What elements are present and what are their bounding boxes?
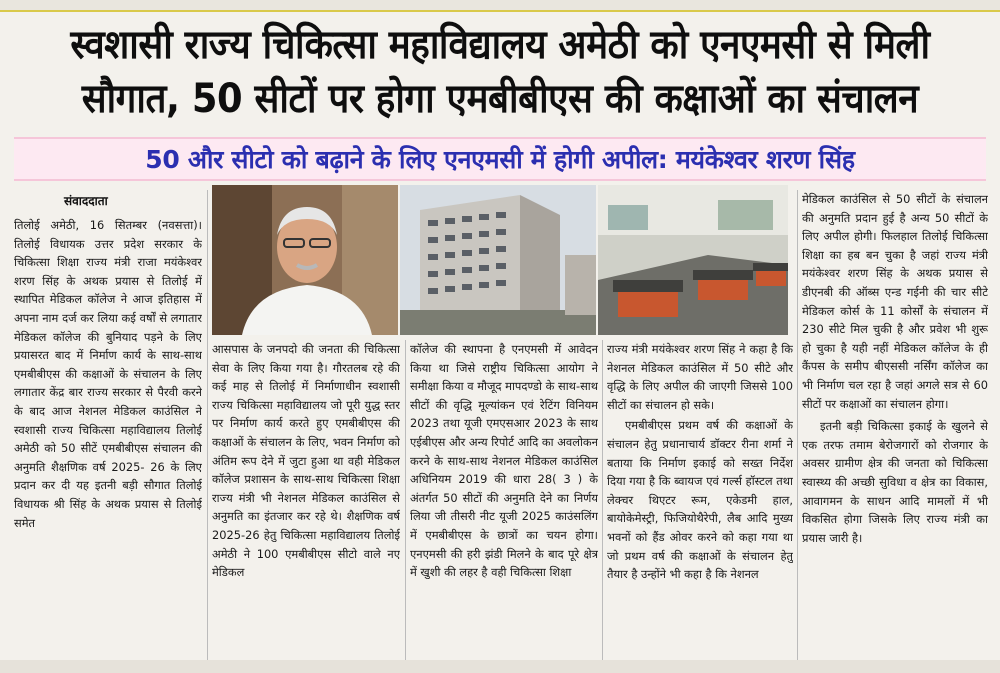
article-paragraph: एमबीबीएस प्रथम वर्ष की कक्षाओं के संचालन हेतु प्रधानाचार्य डॉक्टर रीना शर्मा ने बताया कि निर्माण इकाई को सख्त निर्देश दिया गया है कि ब्वायज एवं गर्ल्स हॉस्टल तथा लेक्चर थिएटर रूम, एकेडमी हाल, बायोकेमेस्ट्री, फिजियोथैरेपी, लैब आदि मुख्य भवनों को हैंड ओवर करने को कहा गया था जो प्रथम वर्ष की कक्षाओं के संचालन हेतु तैयार है उन्होंने भी कहा है कि नेशनल — [607, 418, 793, 582]
page-bottom-strip — [0, 660, 1000, 673]
subheadline-bar — [14, 137, 986, 181]
column-divider — [405, 340, 406, 660]
building-photo — [400, 185, 596, 335]
laboratory-photo — [598, 185, 788, 335]
column-divider — [207, 190, 208, 660]
article-column-4 — [607, 340, 793, 660]
article-column-5 — [802, 190, 988, 660]
article-paragraph: तिलोई अमेठी, 16 सितम्बर (नवसत्ता)। तिलोई विधायक उत्तर प्रदेश सरकार के चिकित्सा शिक्षा राज्य मंत्री राजा मयंकेश्वर शरण सिंह के अथक प्रयास से तिलोई में स्थापित मेडिकल कॉलेज ने आज इतिहास में अपना नाम दर्ज कर लिया कई वर्षों से लगातार मेडिकल कॉलेज की बुनियाद पड़ने के लिए प्रयासरत बाद में निर्माण कार्य के साथ-साथ एमबीबीएस की कक्षाओं के संचालन के लिए लगातार केंद्र बार राज्य सरकार से पैरवी करने के बाद आज नेशनल मेडिकल काउंसिल ने स्वशासी राज्य चिकित्सा महाविद्यालय तिलोई अमेठी को 50 सीटें एमबीबीएस संचालन की अनुमति शैक्षणिक वर्ष 2025- 26 के लिए प्रदान कर दी यह इतनी बड़ी सौगात तिलोई विधायक श्री सिंह के अथक प्रयास से तिलोई समेत — [14, 218, 202, 530]
article-column-3 — [410, 340, 598, 660]
byline-label: संवाददाता — [64, 194, 108, 208]
portrait-photo — [212, 185, 398, 335]
article-column-1 — [14, 216, 202, 660]
subheadline: 50 और सीटो को बढ़ाने के लिए एनएमसी में होगी अपील: मयंकेश्वर शरण सिंह — [145, 145, 855, 174]
article-paragraph: मेडिकल काउंसिल से 50 सीटों के संचालन की अनुमति प्रदान हुई है अन्य 50 सीटों के लिए अपील होगी। फिलहाल तिलोई चिकित्सा शिक्षा का हब बन चुका है जहां राज्य मंत्री मयंकेश्वर शरण सिंह के अथक प्रयास से डीएनबी की ऑब्स एन्ड गईनी की चार सीटे मेडिकल कोर्स के 11 कोर्सों के संचालन में 230 सीटे मिल चुकी है और प्रवेश भी शुरू हो चुका है यही नहीं मेडिकल कॉलेज के ही कैंपस के समीप बीएससी नर्सिंग कॉलेज का भी निर्माण चल रहा है जहां अगले सत्र से 60 सीटों पर कक्षाओं का संचालन होगा। — [802, 192, 988, 411]
column-divider — [602, 340, 603, 660]
article-paragraph: राज्य मंत्री मयंकेश्वर शरण सिंह ने कहा है कि नेशनल मेडिकल काउंसिल में 50 सीटे और वृद्धि के लिए अपील की जाएगी जिससे 100 सीटों का संचालन हो सके। — [607, 342, 793, 412]
page-top-strip — [0, 0, 1000, 12]
article-paragraph: कॉलेज की स्थापना है एनएमसी में आवेदन किया था जिसे राष्ट्रीय चिकित्सा आयोग ने समीक्षा किया व मौजूद मापदण्डो के साथ-साथ सीटों की वृद्धि मूल्यांकन एवं रेटिंग विनियम 2023 तथा यूजी एमएसआर 2023 के साथ एईबीएस और अन्य रिपोर्ट आदि का अवलोकन करने के साथ-साथ नेशनल मेडिकल काउंसिल अधिनियम 2019 की धारा 28( 3 ) के अंतर्गत 50 सीटों की अनुमति देने का निर्णय लिया जी तीसरी नीट यूजी 2025 काउंसलिंग में एमबीबीएस के छात्रों का चयन होगा। एनएमसी की हरी झंडी मिलने के बाद पूरे क्षेत्र में खुशी की लहर है वही चिकित्सा शिक्षा — [410, 342, 598, 580]
article-paragraph: इतनी बड़ी चिकित्सा इकाई के खुलने से एक तरफ तमाम बेरोजगारों को रोजगार के अवसर ग्रामीण क्षेत्र की जनता को चिकित्सा स्वास्थ्य की अच्छी सुविधा व क्षेत्र का विकास, आवागमन के साधन आदि मामलों में भी विकसित होगा जिसके लिए राज्य मंत्री का प्रयास जारी है। — [802, 419, 988, 545]
byline — [14, 192, 204, 209]
headline-line-2: सौगात, 50 सीटों पर होगा एमबीबीएस की कक्षाओं का संचालन — [81, 76, 919, 122]
column-divider — [797, 190, 798, 660]
headline — [0, 18, 1000, 126]
headline-line-1: स्वशासी राज्य चिकित्सा महाविद्यालय अमेठी को एनएमसी से मिली — [70, 22, 930, 68]
article-paragraph: आसपास के जनपदो की जनता की चिकित्सा सेवा के लिए किया गया है। गौरतलब रहे की कई माह से तिलोई में निर्माणाधीन स्वशासी राज्य चिकित्सा महाविद्यालय जो पूरी युद्ध स्तर पर निर्माण कार्य करते हुए एमबीबीएस की कक्षाओं के संचालन के लिए, भवन निर्माण को अंतिम रूप देने में जुटा हुआ था वही मेडिकल कॉलेज प्रशासन के साथ-साथ चिकित्सा शिक्षा राज्य मंत्री भी नेशनल मेडिकल काउंसिल से अनुमति का इंतजार कर रहे थे। शैक्षणिक वर्ष 2025-26 हेतु चिकित्सा महाविद्यालय तिलोई अमेठी ने 100 एमबीबीएस सीटो वाले नए मेडिकल — [212, 342, 400, 580]
article-column-2 — [212, 340, 400, 660]
